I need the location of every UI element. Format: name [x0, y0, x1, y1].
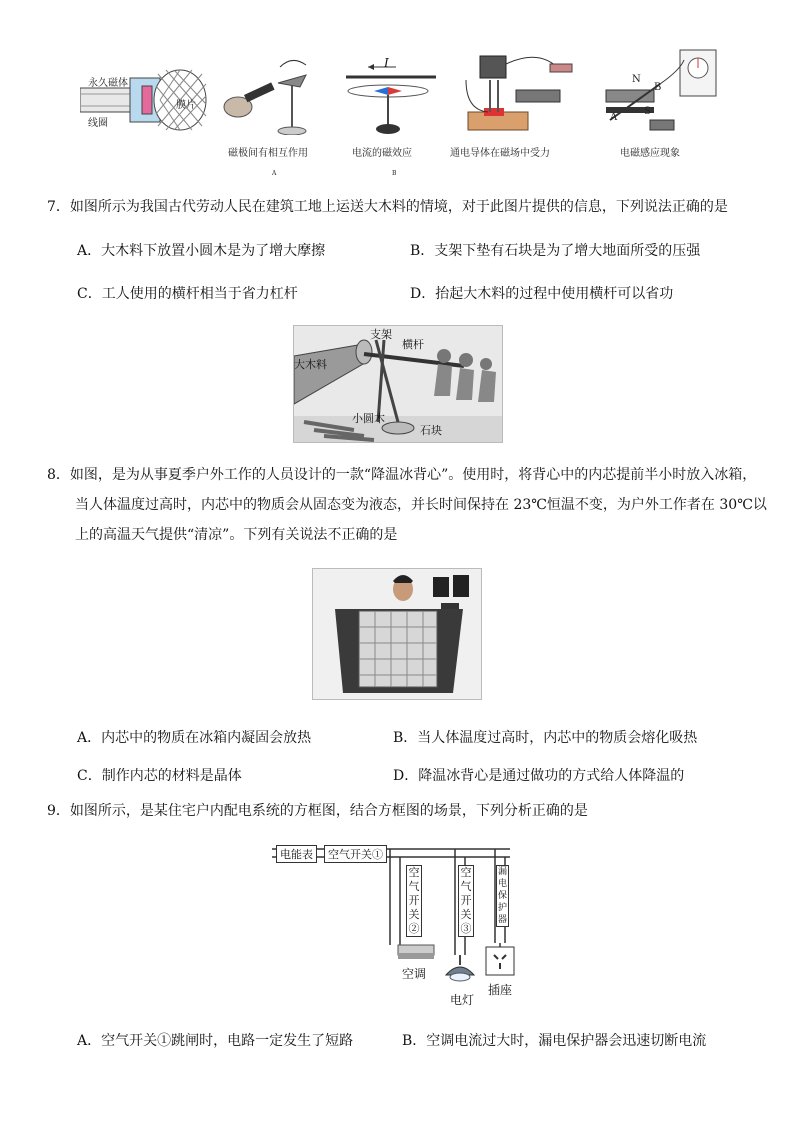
q7-label-bracket: 支架 [370, 328, 392, 341]
q7-option-a: A．大木料下放置小圆木是为了增大摩擦 [77, 243, 326, 259]
q9-option-a: A．空气开关①跳闸时，电路一定发生了短路 [77, 1033, 354, 1049]
caption-induction: 电磁感应现象 [620, 148, 680, 159]
q7-label-pole: 横杆 [402, 338, 424, 351]
q9-leak-protector-box: 漏电保护器 [497, 867, 507, 925]
q7-option-b: B．支架下垫有石块是为了增大地面所受的压强 [410, 243, 701, 259]
caption-oersted: 电流的磁效应 [352, 148, 412, 159]
induction-label-n: N [632, 74, 641, 85]
mic-label-magnet: 永久磁体 [88, 78, 128, 89]
mic-label-diaphragm: 膜片 [176, 100, 196, 111]
q8-line-2: 当人体温度过高时，内芯中的物质会从固态变为液态，并长时间保持在 23℃恒温不变，为户外工作者在 30℃以 [75, 497, 767, 513]
q8-option-c: C．制作内芯的材料是晶体 [77, 768, 242, 784]
q8-line-3: 上的高温天气提供“清凉”。下列有关说法不正确的是 [75, 527, 398, 543]
induction-label-s: S [644, 106, 651, 117]
q7-option-c: C．工人使用的横杆相当于省力杠杆 [77, 286, 298, 302]
q7-label-stone: 石块 [420, 424, 442, 437]
stray-letter-a: A [272, 170, 277, 177]
oersted-figure [340, 55, 440, 140]
induction-label-b: B [654, 82, 662, 93]
top-figure-row [70, 40, 730, 180]
q9-label-socket: 插座 [488, 983, 513, 997]
q7-figure [293, 325, 503, 443]
q9-diagram [270, 835, 522, 1010]
q7-label-timber: 大木料 [294, 358, 327, 371]
q8-photo [312, 568, 482, 700]
motor-effect-figure [460, 50, 580, 145]
q9-meter-box: 电能表 [276, 845, 317, 863]
induction-figure [600, 40, 730, 145]
q9-label-ac: 空调 [402, 967, 427, 981]
q9-switch1-box: 空气开关① [324, 845, 387, 863]
q7-stem: 7．如图所示为我国古代劳动人民在建筑工地上运送大木料的情境，对于此图片提供的信息，下列说法正确的是 [47, 199, 728, 215]
induction-label-a: A [610, 112, 618, 123]
q8-option-d: D．降温冰背心是通过做功的方式给人体降温的 [393, 768, 685, 784]
q9-label-lamp: 电灯 [450, 993, 475, 1007]
q9-switch2-box: 空气开关② [406, 865, 422, 937]
mic-label-coil: 线圈 [88, 118, 108, 129]
q8-option-b: B．当人体温度过高时，内芯中的物质会熔化吸热 [393, 730, 698, 746]
q8-line-1: 8．如图，是为从事夏季户外工作的人员设计的一款“降温冰背心”。使用时，将背心中的内芯提前半小时放入冰箱， [47, 467, 757, 483]
q7-label-roller: 小圆木 [352, 412, 385, 425]
q9-stem: 9．如图所示，是某住宅户内配电系统的方框图，结合方框图的场景，下列分析正确的是 [47, 803, 588, 819]
q9-switch3-box: 空气开关③ [458, 865, 474, 937]
caption-magnet: 磁极间有相互作用 [228, 148, 308, 159]
current-label: I [384, 56, 389, 70]
caption-motor: 通电导体在磁场中受力 [450, 148, 550, 159]
q7-option-d: D．抬起大木料的过程中使用横杆可以省功 [410, 286, 674, 302]
q9-option-b: B．空调电流过大时，漏电保护器会迅速切断电流 [402, 1033, 707, 1049]
q8-option-a: A．内芯中的物质在冰箱内凝固会放热 [77, 730, 312, 746]
magnet-interaction-figure [220, 55, 320, 135]
stray-letter-b: B [392, 170, 397, 177]
